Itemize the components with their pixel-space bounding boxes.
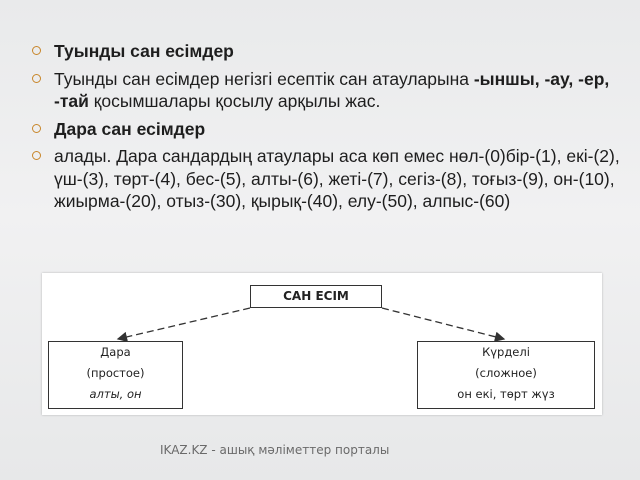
bullet-circle-icon	[32, 151, 41, 160]
bullet-text: -ыншы, -ау, -ер, -тай	[54, 68, 610, 111]
bullet-circle-icon	[32, 46, 41, 55]
compound-node-title: Күрделі	[482, 345, 530, 359]
simple-node-subtitle: (простое)	[86, 366, 145, 380]
bullet-item	[32, 118, 622, 141]
compound-node-subtitle: (сложное)	[475, 366, 537, 380]
bullet-text: Дара сан есімдер	[54, 118, 206, 139]
bullet-circle-icon	[32, 124, 41, 133]
root-node-label: САН ЕСІМ	[283, 289, 349, 303]
compound-node	[417, 341, 595, 409]
connector-right	[382, 308, 504, 339]
bullet-text: Туынды сан есімдер негізгі есептік сан атауларына	[54, 68, 474, 89]
bullet-text: Туынды сан есімдер	[54, 41, 234, 61]
bullet-item	[32, 68, 622, 113]
compound-node-example: он екі, төрт жүз	[457, 387, 555, 401]
simple-node-title: Дара	[100, 345, 131, 359]
bullet-text: қосымшалары қосылу арқылы жас.	[88, 91, 381, 111]
simple-node-example: алты, он	[89, 387, 142, 401]
bullet-list	[32, 40, 622, 218]
bullet-item	[32, 145, 622, 213]
simple-node	[48, 341, 183, 409]
footer-text: IKAZ.KZ - ашық мәліметтер порталы	[160, 443, 390, 457]
bullet-circle-icon	[32, 74, 41, 83]
root-node	[250, 285, 382, 308]
classification-diagram	[42, 273, 602, 415]
bullet-item	[32, 40, 622, 63]
bullet-text: алады. Дара сандардың атаулары аса көп емес нөл-(0)бір-(1), екі-(2), үш-(3), төрт-(4), бес-(5), алты-(6), жеті-(7), сегіз-(8), тоғыз-(9), он-(10), жиырма-(20), отыз-(30), қырық-(40), елу-(50), алпыс-(60)	[54, 146, 620, 211]
connector-left	[118, 308, 250, 339]
